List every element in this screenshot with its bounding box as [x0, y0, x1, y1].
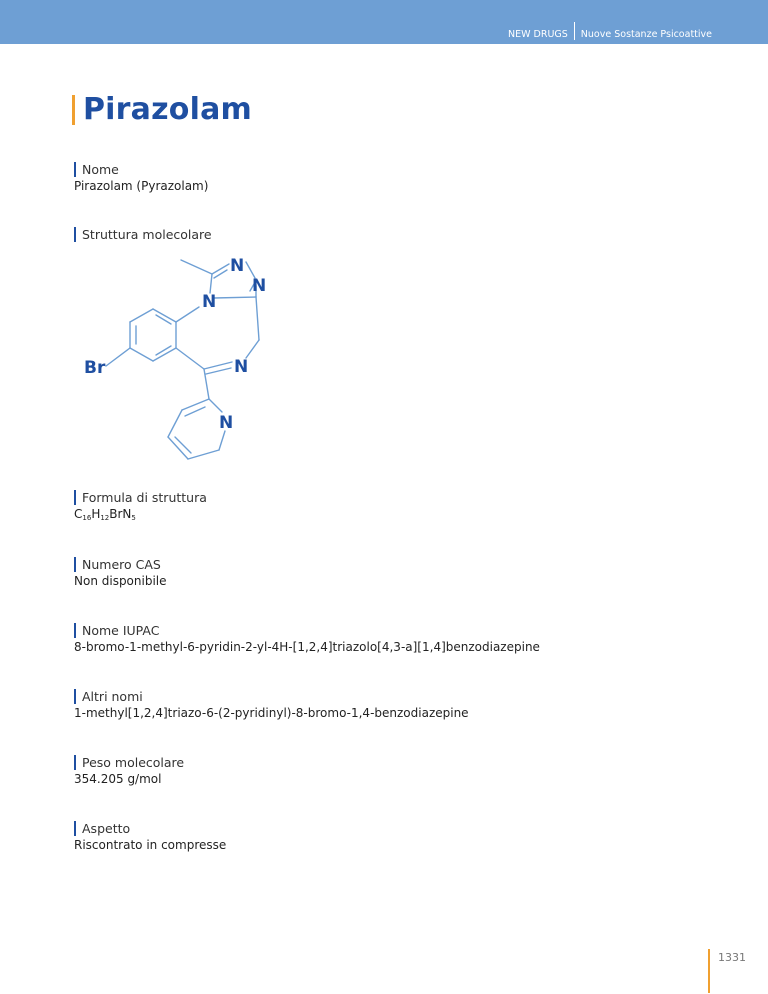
section-label: Nome: [74, 162, 208, 177]
section-value: Pirazolam (Pyrazolam): [74, 179, 209, 193]
section-label: Nome IUPAC: [74, 623, 540, 638]
section-value: Non disponibile: [74, 574, 167, 588]
section-iupac: [74, 623, 540, 654]
section-label: Peso molecolare: [74, 755, 184, 770]
section-cas: [74, 557, 167, 588]
section-label: Formula di struttura: [74, 490, 207, 505]
page-number: 1331: [718, 951, 746, 964]
atom-n-label: N: [219, 413, 234, 433]
section-altri-nomi: [74, 689, 469, 720]
header-subtitle: Nuove Sostanze Psicoattive: [580, 29, 712, 40]
header-section: NEW DRUGS: [508, 29, 568, 40]
atom-n-label: N: [230, 256, 245, 276]
atom-br-label: Br: [84, 358, 106, 378]
section-formula: [74, 490, 207, 522]
section-label: Numero CAS: [74, 557, 167, 572]
running-header: [508, 30, 712, 40]
molecular-formula: $C_{16}H_{12}BrN_5$: [74, 507, 136, 522]
section-label: Altri nomi: [74, 689, 469, 704]
title-accent-bar: [72, 95, 75, 125]
section-label: Aspetto: [74, 821, 226, 836]
section-label: Struttura molecolare: [74, 227, 212, 242]
page-title: Pirazolam: [83, 92, 252, 127]
atom-n-label: N: [234, 357, 249, 377]
section-value: Riscontrato in compresse: [74, 838, 227, 852]
section-nome: [74, 162, 208, 193]
section-value: 8-bromo-1-methyl-6-pyridin-2-yl-4H-[1,2,4]triazolo[4,3-a][1,4]benzodiazepine: [74, 640, 540, 654]
page-title-block: [72, 92, 252, 127]
section-peso: [74, 755, 184, 786]
section-value: 354.205 g/mol: [74, 772, 162, 786]
atom-n-label: N: [202, 292, 217, 312]
atom-n-label: N: [252, 276, 267, 296]
header-separator: [574, 22, 575, 40]
header-band: [0, 0, 768, 44]
molecular-structure: [70, 245, 370, 470]
section-value: 1-methyl[1,2,4]triazo-6-(2-pyridinyl)-8-bromo-1,4-benzodiazepine: [74, 706, 469, 720]
page-number-accent: [708, 949, 710, 993]
section-aspetto: [74, 821, 226, 852]
section-struttura: [74, 227, 212, 242]
